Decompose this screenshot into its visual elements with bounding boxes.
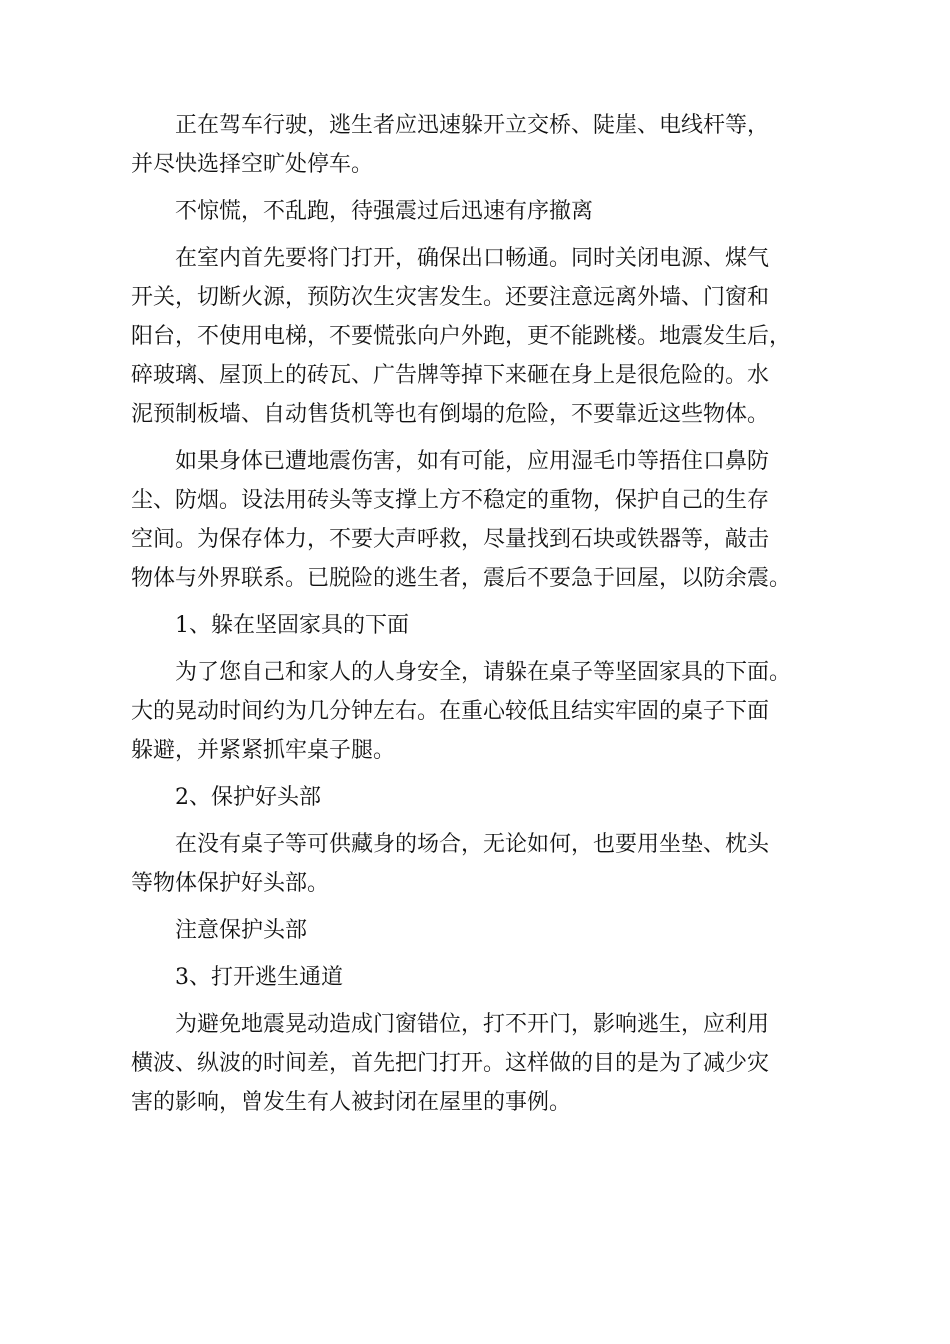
text-line: 在室内首先要将门打开，确保出口畅通。同时关闭电源、煤气 bbox=[175, 246, 770, 271]
text-line: 2、保护好头部 bbox=[175, 785, 321, 810]
text-line: 不惊慌，不乱跑，待强震过后迅速有序撤离 bbox=[175, 199, 594, 224]
text-line: 害的影响，曾发生有人被封闭在屋里的事例。 bbox=[131, 1090, 572, 1115]
text-line: 大的晃动时间约为几分钟左右。在重心较低且结实牢固的桌子下面 bbox=[131, 699, 770, 724]
text-line: 尘、防烟。设法用砖头等支撑上方不稳定的重物，保护自己的生存 bbox=[131, 488, 770, 513]
text-line: 开关，切断火源，预防次生灾害发生。还要注意远离外墙、门窗和 bbox=[131, 285, 770, 310]
paragraph bbox=[131, 442, 831, 598]
text-line: 为避免地震晃动造成门窗错位，打不开门，影响逃生，应利用 bbox=[175, 1012, 770, 1037]
text-line: 并尽快选择空旷处停车。 bbox=[131, 152, 374, 177]
paragraph bbox=[131, 106, 831, 184]
text-line: 正在驾车行驶，逃生者应迅速躲开立交桥、陡崖、电线杆等， bbox=[175, 113, 770, 138]
text-line: 泥预制板墙、自动售货机等也有倒塌的危险，不要靠近这些物体。 bbox=[131, 402, 770, 427]
text-line: 躲避，并紧紧抓牢桌子腿。 bbox=[131, 738, 396, 763]
text-line: 阳台，不使用电梯，不要慌张向户外跑，更不能跳楼。地震发生后， bbox=[131, 324, 792, 349]
paragraph bbox=[131, 192, 831, 231]
paragraph bbox=[131, 653, 831, 770]
paragraph bbox=[131, 911, 831, 950]
paragraph bbox=[131, 1005, 831, 1122]
text-line: 在没有桌子等可供藏身的场合，无论如何，也要用坐垫、枕头 bbox=[175, 832, 770, 857]
text-line: 注意保护头部 bbox=[175, 918, 308, 943]
paragraph bbox=[131, 606, 831, 645]
text-line: 3、打开逃生通道 bbox=[175, 965, 343, 990]
paragraph bbox=[131, 239, 831, 434]
text-line: 物体与外界联系。已脱险的逃生者，震后不要急于回屋，以防余震。 bbox=[131, 566, 792, 591]
paragraph bbox=[131, 958, 831, 997]
text-line: 空间。为保存体力，不要大声呼救，尽量找到石块或铁器等，敲击 bbox=[131, 527, 770, 552]
text-line: 为了您自己和家人的人身安全，请躲在桌子等坚固家具的下面。 bbox=[175, 660, 792, 685]
text-line: 横波、纵波的时间差，首先把门打开。这样做的目的是为了减少灾 bbox=[131, 1051, 770, 1076]
text-line: 1、躲在坚固家具的下面 bbox=[175, 613, 409, 638]
text-line: 碎玻璃、屋顶上的砖瓦、广告牌等掉下来砸在身上是很危险的。水 bbox=[131, 363, 770, 388]
document-body bbox=[131, 106, 831, 1122]
text-line: 等物体保护好头部。 bbox=[131, 871, 330, 896]
text-line: 如果身体已遭地震伤害，如有可能，应用湿毛巾等捂住口鼻防 bbox=[175, 449, 770, 474]
paragraph bbox=[131, 825, 831, 903]
paragraph bbox=[131, 778, 831, 817]
